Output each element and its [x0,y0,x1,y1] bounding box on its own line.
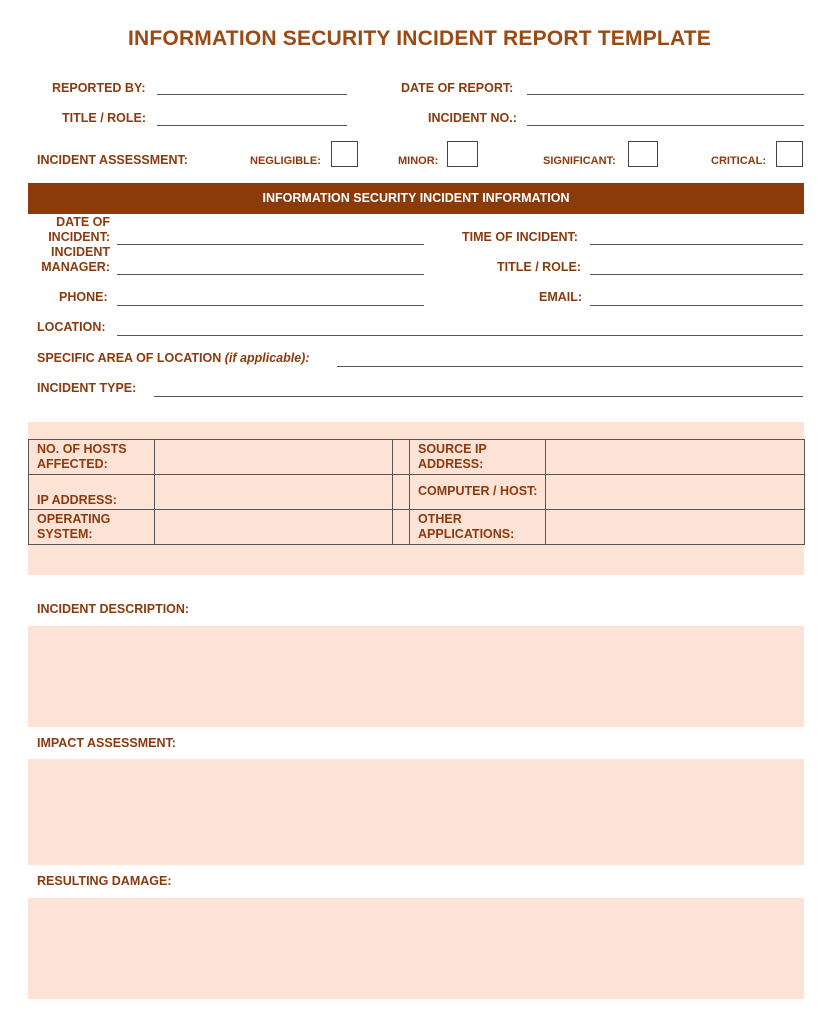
critical-label: CRITICAL: [711,155,766,167]
operating-system-field[interactable] [155,510,393,545]
critical-checkbox[interactable] [776,141,803,167]
incident-manager-field[interactable] [117,274,424,275]
incident-no-label: INCIDENT NO.: [428,111,517,125]
incident-description-label: INCIDENT DESCRIPTION: [37,602,190,616]
negligible-checkbox[interactable] [331,141,358,167]
other-applications-label: OTHER APPLICATIONS: [410,510,546,545]
phone-label: PHONE: [59,290,108,304]
date-of-report-label: DATE OF REPORT: [401,81,514,95]
time-of-incident-label: TIME OF INCIDENT: [462,230,578,244]
manager-title-role-label: TITLE / ROLE: [497,260,582,274]
hosts-table [28,439,805,545]
page-title: INFORMATION SECURITY INCIDENT REPORT TEMPLATE [127,27,711,50]
resulting-damage-area[interactable] [28,898,804,999]
email-field[interactable] [590,305,803,306]
impact-assessment-area[interactable] [28,759,804,865]
date-of-incident-field[interactable] [117,244,424,245]
reported-by-label: REPORTED BY: [52,81,146,95]
resulting-damage-label: RESULTING DAMAGE: [37,874,172,888]
location-field[interactable] [117,335,803,336]
spacer-cell [393,440,410,475]
hosts-affected-field[interactable] [155,440,393,475]
operating-system-label: OPERATING SYSTEM: [29,510,155,545]
source-ip-label: SOURCE IP ADDRESS: [410,440,546,475]
specific-area-text: SPECIFIC AREA OF LOCATION [37,351,222,365]
time-of-incident-field[interactable] [590,244,803,245]
specific-area-label [37,351,309,366]
table-row [29,440,805,475]
specific-area-field[interactable] [337,366,803,367]
date-of-incident-label: DATE OF INCIDENT: [48,215,110,244]
title-role-label: TITLE / ROLE: [62,111,147,125]
significant-checkbox[interactable] [628,141,658,167]
negligible-label: NEGLIGIBLE: [250,155,321,167]
source-ip-field[interactable] [546,440,805,475]
section-header: INFORMATION SECURITY INCIDENT INFORMATION [28,183,804,214]
ip-address-field[interactable] [155,475,393,510]
minor-label: MINOR: [398,155,439,167]
incident-manager-label: INCIDENT MANAGER: [41,245,110,274]
other-applications-field[interactable] [546,510,805,545]
impact-assessment-label: IMPACT ASSESSMENT: [37,736,176,750]
incident-description-area[interactable] [28,626,804,727]
incident-no-field[interactable] [527,125,804,126]
title-role-field[interactable] [157,125,347,126]
minor-checkbox[interactable] [447,141,478,167]
significant-label: SIGNIFICANT: [543,155,616,167]
spacer-cell [393,475,410,510]
incident-assessment-label: INCIDENT ASSESSMENT: [37,153,188,167]
hosts-affected-label: NO. OF HOSTS AFFECTED: [29,440,155,475]
incident-type-label: INCIDENT TYPE: [37,381,137,395]
specific-area-note: (if applicable): [224,351,310,365]
computer-host-label: COMPUTER / HOST: [410,475,546,510]
date-of-report-field[interactable] [527,94,804,95]
manager-title-role-field[interactable] [590,274,803,275]
table-row [29,475,805,510]
ip-address-label: IP ADDRESS: [29,475,155,510]
computer-host-field[interactable] [546,475,805,510]
location-label: LOCATION: [37,320,106,334]
phone-field[interactable] [117,305,424,306]
spacer-cell [393,510,410,545]
incident-type-field[interactable] [154,396,803,397]
table-row [29,510,805,545]
email-label: EMAIL: [539,290,583,304]
reported-by-field[interactable] [157,94,347,95]
